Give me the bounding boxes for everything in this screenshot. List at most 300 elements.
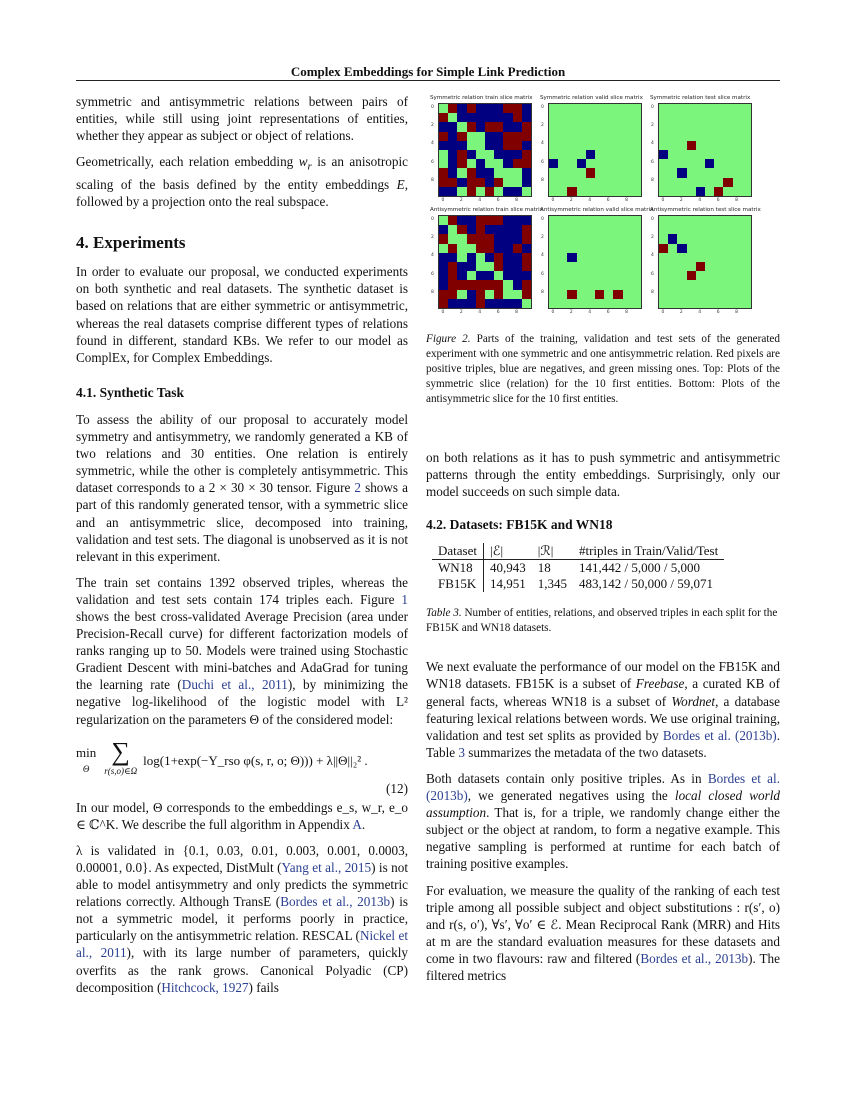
- heatmap-cell: [586, 234, 595, 243]
- text: To assess the ability of our proposal to accurately model symmetry and antisymmetry, we randomly generated a KB of two relations and 30 entities. One relation is entirely symmetric, while the other is completely antisymmetric. This dataset corresponds to a 2 × 30 × 30 tensor. Figure: [76, 411, 408, 496]
- heatmap-cell: [677, 141, 686, 150]
- heatmap-cell: [742, 244, 751, 253]
- heatmap-cell: [705, 122, 714, 131]
- heatmap-cell: [439, 122, 448, 131]
- heatmap-cell: [659, 178, 668, 187]
- heatmap-cell: [604, 168, 613, 177]
- table-header-row: [432, 543, 724, 560]
- heatmap-cell: [714, 271, 723, 280]
- y-tick-label: 4: [651, 141, 654, 147]
- heatmap-cell: [494, 299, 503, 308]
- heatmap-cell: [696, 159, 705, 168]
- heatmap-cell: [696, 216, 705, 225]
- x-tick-label: 2: [679, 198, 683, 203]
- x-tick-label: 8: [515, 310, 518, 315]
- heatmap-cell: [705, 216, 714, 225]
- citation-link[interactable]: Nickel et al., 2011: [76, 928, 409, 961]
- heatmap-cell: [513, 178, 522, 187]
- eq-min: [76, 744, 96, 778]
- heatmap-cell: [687, 178, 696, 187]
- heatmap-cell: [604, 141, 613, 150]
- heatmap-cell: [513, 262, 522, 271]
- heatmap-cell: [549, 262, 558, 271]
- heatmap-cell: [677, 225, 686, 234]
- y-tick-label: 4: [431, 253, 434, 259]
- heatmap-cell: [687, 253, 696, 262]
- heatmap-cell: [595, 290, 604, 299]
- x-tick-label: 0: [661, 310, 665, 315]
- heatmap-cell: [457, 216, 466, 225]
- heatmap-cell: [613, 150, 622, 159]
- heatmap-cell: [522, 159, 531, 168]
- text: In our model, Θ corresponds to the embeddings e_s, w_r, e_o ∈ ℂ^K. We describe the full algorithm in Appendix: [76, 799, 408, 832]
- heatmap-cell: [567, 104, 576, 113]
- heatmap-cell: [742, 280, 751, 289]
- emphasis: Freebase: [635, 676, 685, 692]
- heatmap-cell: [558, 159, 567, 168]
- heatmap-cell: [705, 234, 714, 243]
- heatmap-cell: [549, 168, 558, 177]
- heatmap-cell: [723, 216, 732, 225]
- heatmap-cell: [659, 262, 668, 271]
- heatmap-cell: [577, 187, 586, 196]
- heatmap-cell: [522, 225, 531, 234]
- heatmap-cell: [696, 132, 705, 141]
- heatmap-cell: [677, 178, 686, 187]
- heatmap-cell: [613, 178, 622, 187]
- x-tick-label: 8: [735, 198, 738, 203]
- caption-label: Figure 2.: [426, 333, 471, 345]
- heatmap-cell: [696, 150, 705, 159]
- heatmap-cell: [549, 132, 558, 141]
- table-cell: 18: [537, 560, 551, 576]
- y-tick-label: 6: [431, 271, 434, 277]
- heatmap-cell: [485, 299, 494, 308]
- heatmap-cell: [457, 141, 466, 150]
- heatmap-cell: [476, 141, 485, 150]
- heatmap-cell: [586, 178, 595, 187]
- x-tick-label: 2: [569, 310, 573, 315]
- heatmap-cell: [577, 271, 586, 280]
- heatmap-cell: [668, 113, 677, 122]
- heatmap-cell: [733, 271, 742, 280]
- heatmap-cell: [604, 280, 613, 289]
- heatmap-cell: [632, 290, 641, 299]
- figure-ref-link[interactable]: 1: [401, 591, 408, 607]
- heatmap-cell: [467, 178, 476, 187]
- heatmap-cell: [503, 234, 512, 243]
- heatmap-cell: [742, 132, 751, 141]
- heatmap-cell: [476, 271, 485, 280]
- table-header: Dataset: [432, 543, 483, 560]
- heatmap-cell: [687, 262, 696, 271]
- heatmap-cell: [668, 159, 677, 168]
- heatmap-cell: [659, 253, 668, 262]
- heatmap-cell: [613, 216, 622, 225]
- heatmap-cell: [714, 122, 723, 131]
- heatmap-cell: [677, 159, 686, 168]
- heatmap-cell: [632, 253, 641, 262]
- citation-link[interactable]: Hitchcock, 1927: [161, 979, 249, 995]
- x-tick-label: 6: [496, 198, 500, 203]
- y-tick-label: 0: [431, 104, 434, 110]
- heatmap-cell: [613, 290, 622, 299]
- heatmap-cell: [705, 280, 714, 289]
- citation-link[interactable]: Bordes et al., 2013b: [640, 950, 749, 966]
- heatmap-cell: [595, 122, 604, 131]
- heatmap-cell: [567, 253, 576, 262]
- heatmap-cell: [687, 132, 696, 141]
- heatmap-cell: [604, 122, 613, 131]
- heatmap-cell: [677, 290, 686, 299]
- heatmap-cell: [439, 159, 448, 168]
- heatmap-cell: [723, 299, 732, 308]
- heatmap-cell: [476, 253, 485, 262]
- heatmap-cell: [467, 150, 476, 159]
- heatmap-cell: [714, 178, 723, 187]
- heatmap-cell: [613, 159, 622, 168]
- heatmap-cell: [439, 187, 448, 196]
- heatmap-cell: [723, 244, 732, 253]
- heatmap-cell: [503, 141, 512, 150]
- heatmap-cell: [467, 159, 476, 168]
- heatmap-cell: [623, 299, 632, 308]
- heatmap-cell: [742, 104, 751, 113]
- y-tick-label: 0: [541, 216, 544, 222]
- heatmap-cell: [659, 187, 668, 196]
- heatmap-cell: [586, 225, 595, 234]
- heatmap-cell: [586, 280, 595, 289]
- heatmap-cell: [742, 225, 751, 234]
- heatmap-cell: [494, 159, 503, 168]
- y-tick-label: 4: [541, 253, 544, 259]
- heatmap-cell: [567, 187, 576, 196]
- heatmap-cell: [476, 150, 485, 159]
- heatmap-cell: [439, 299, 448, 308]
- heatmap-cell: [448, 150, 457, 159]
- heatmap-cell: [696, 253, 705, 262]
- heatmap-cell: [577, 178, 586, 187]
- heatmap-cell: [687, 159, 696, 168]
- heatmap-cell: [677, 253, 686, 262]
- heatmap-cell: [659, 271, 668, 280]
- heatmap-cell: [668, 271, 677, 280]
- appendix-ref-link[interactable]: A: [352, 816, 362, 832]
- heatmap-cell: [733, 132, 742, 141]
- heatmap-cell: [668, 244, 677, 253]
- heatmap-cell: [522, 132, 531, 141]
- heatmap-cell: [513, 113, 522, 122]
- text: .: [361, 816, 366, 832]
- heatmap-cell: [595, 168, 604, 177]
- heatmap-cell: [558, 132, 567, 141]
- heatmap-cell: [503, 122, 512, 131]
- heatmap-cell: [522, 141, 531, 150]
- heatmap-cell: [668, 187, 677, 196]
- heatmap-cell: [485, 141, 494, 150]
- heatmap-cell: [494, 271, 503, 280]
- heatmap-cell: [448, 159, 457, 168]
- heatmap-cell: [577, 280, 586, 289]
- table-ref-link[interactable]: 3: [458, 744, 465, 760]
- heatmap-cell: [476, 299, 485, 308]
- x-tick-label: 8: [625, 198, 628, 203]
- heatmap-panel: [540, 207, 654, 315]
- figure-2: [430, 95, 770, 320]
- heatmap-cell: [623, 234, 632, 243]
- y-tick-label: 4: [651, 253, 654, 259]
- left-column: [76, 93, 408, 1005]
- y-tick-label: 8: [541, 178, 544, 184]
- heatmap-cell: [448, 234, 457, 243]
- heatmap-cell: [522, 113, 531, 122]
- heatmap-cell: [577, 122, 586, 131]
- heatmap-cell: [659, 122, 668, 131]
- text: ) is not able to model antisymmetry and only predicts the symmetric relations correctly. Although TransE (: [76, 860, 408, 910]
- heatmap-cell: [723, 122, 732, 131]
- heatmap-cell: [476, 113, 485, 122]
- heatmap-cell: [677, 150, 686, 159]
- heatmap-cell: [494, 262, 503, 271]
- heatmap-cell: [659, 225, 668, 234]
- heatmap-cell: [476, 132, 485, 141]
- heatmap-cell: [677, 216, 686, 225]
- math-var: E: [396, 177, 405, 193]
- heatmap-cell: [705, 159, 714, 168]
- heatmap-cell: [494, 104, 503, 113]
- heatmap-cell: [503, 271, 512, 280]
- heatmap-axes: [431, 103, 538, 203]
- x-tick-label: 6: [606, 310, 610, 315]
- heatmap-cell: [595, 113, 604, 122]
- citation-link[interactable]: Bordes et al. (2013b): [426, 770, 780, 804]
- table-cell: 141,442 / 5,000 / 5,000: [578, 560, 700, 576]
- caption-text: Number of entities, relations, and observed triples in each split for the FB15K and WN18 datasets.: [426, 607, 778, 635]
- paragraph: [426, 882, 780, 985]
- y-tick-label: 2: [541, 122, 544, 128]
- heatmap-cell: [632, 271, 641, 280]
- heatmap-cell: [567, 299, 576, 308]
- figure-ref-link[interactable]: 2: [354, 480, 361, 496]
- heatmap-cell: [714, 216, 723, 225]
- text: . That is, for a triple, we randomly change either the subject or the object at random, to form a negative example. This negative sampling is performed at runtime for each batch of training positive examples.: [426, 805, 780, 872]
- heatmap-cell: [467, 262, 476, 271]
- heatmap-cell: [494, 225, 503, 234]
- heatmap-cell: [522, 122, 531, 131]
- heatmap-cell: [687, 280, 696, 289]
- heatmap-cell: [577, 113, 586, 122]
- heatmap-grid: [548, 103, 642, 197]
- heatmap-cell: [714, 262, 723, 271]
- math-sub: r: [307, 160, 312, 173]
- heatmap-cell: [467, 253, 476, 262]
- heatmap-cell: [567, 122, 576, 131]
- heatmap-cell: [595, 132, 604, 141]
- heatmap-cell: [558, 262, 567, 271]
- heatmap-cell: [742, 262, 751, 271]
- equation-number: (12): [386, 780, 408, 796]
- heatmap-cell: [513, 299, 522, 308]
- heatmap-cell: [595, 187, 604, 196]
- heatmap-cell: [494, 178, 503, 187]
- heatmap-cell: [723, 132, 732, 141]
- citation-link[interactable]: Yang et al., 2015: [281, 860, 372, 876]
- heatmap-title: Antisymmetric relation valid slice matrix: [540, 207, 654, 213]
- heatmap-cell: [623, 216, 632, 225]
- text: shows a part of this randomly generated tensor, with a symmetric slice and an antisymmetric slice, decomposed into training, validation and test sets. The diagonal is unobserved as it is not relevant in this experiment.: [76, 480, 408, 564]
- heatmap-cell: [586, 150, 595, 159]
- table-row: [432, 576, 724, 592]
- heatmap-cell: [586, 104, 595, 113]
- heatmap-cell: [696, 113, 705, 122]
- heatmap-cell: [733, 280, 742, 289]
- heatmap-grid: [438, 103, 532, 197]
- heatmap-cell: [742, 159, 751, 168]
- heatmap-cell: [513, 150, 522, 159]
- heatmap-cell: [677, 244, 686, 253]
- heatmap-cell: [595, 234, 604, 243]
- heatmap-cell: [513, 141, 522, 150]
- citation-link[interactable]: Bordes et al., 2013b: [280, 894, 391, 910]
- heatmap-cell: [522, 104, 531, 113]
- heatmap-cell: [549, 234, 558, 243]
- heatmap-cell: [705, 253, 714, 262]
- heatmap-cell: [687, 225, 696, 234]
- heatmap-cell: [494, 216, 503, 225]
- table-caption: [426, 606, 780, 636]
- heatmap-cell: [586, 299, 595, 308]
- heatmap-cell: [733, 225, 742, 234]
- citation-link[interactable]: Duchi et al., 2011: [181, 677, 288, 693]
- heatmap-cell: [742, 178, 751, 187]
- heatmap-cell: [467, 234, 476, 243]
- heatmap-panel: [430, 95, 538, 203]
- citation-link[interactable]: Bordes et al. (2013b): [662, 727, 777, 743]
- x-tick-label: 0: [661, 198, 665, 203]
- heatmap-cell: [604, 132, 613, 141]
- heatmap-cell: [457, 225, 466, 234]
- heatmap-cell: [457, 150, 466, 159]
- heatmap-cell: [705, 271, 714, 280]
- heatmap-cell: [467, 132, 476, 141]
- heatmap-cell: [604, 178, 613, 187]
- x-tick-label: 4: [588, 310, 592, 315]
- heatmap-cell: [668, 290, 677, 299]
- heatmap-cell: [659, 168, 668, 177]
- paragraph: [76, 574, 408, 728]
- paragraph: [76, 411, 408, 565]
- heatmap-cell: [613, 253, 622, 262]
- heatmap-cell: [476, 216, 485, 225]
- heatmap-cell: [733, 299, 742, 308]
- heatmap-cell: [549, 280, 558, 289]
- heatmap-title: Symmetric relation valid slice matrix: [540, 95, 643, 101]
- paragraph: symmetric and antisymmetric relations between pairs of entities, while still using joint representations of entities, whether they appear as subject or object of relations.: [76, 94, 408, 144]
- heatmap-cell: [705, 168, 714, 177]
- heatmap-panel: [430, 207, 544, 315]
- heatmap-cell: [659, 132, 668, 141]
- paragraph: on both relations as it has to push symmetric and antisymmetric patterns through the entity embeddings. Surprisingly, only our model succeeds on such simple data.: [426, 450, 780, 500]
- heatmap-cell: [714, 113, 723, 122]
- equation: [76, 737, 408, 780]
- right-column: [426, 449, 780, 993]
- heatmap-cell: [467, 104, 476, 113]
- heatmap-cell: [632, 262, 641, 271]
- heatmap-cell: [586, 132, 595, 141]
- y-tick-label: 8: [651, 290, 654, 296]
- heatmap-cell: [696, 178, 705, 187]
- heatmap-cell: [668, 104, 677, 113]
- heatmap-cell: [476, 168, 485, 177]
- figure-caption: [426, 332, 780, 407]
- heatmap-cell: [485, 234, 494, 243]
- heatmap-cell: [577, 299, 586, 308]
- heatmap-cell: [503, 299, 512, 308]
- heatmap-cell: [467, 122, 476, 131]
- heatmap-cell: [714, 150, 723, 159]
- heatmap-cell: [668, 150, 677, 159]
- heatmap-cell: [705, 113, 714, 122]
- heatmap-cell: [733, 216, 742, 225]
- heatmap-cell: [485, 168, 494, 177]
- heatmap-cell: [457, 168, 466, 177]
- heatmap-cell: [457, 234, 466, 243]
- x-tick-label: 0: [441, 310, 445, 315]
- heatmap-cell: [457, 178, 466, 187]
- paragraph: [76, 153, 408, 210]
- heatmap-cell: [623, 168, 632, 177]
- heatmap-cell: [476, 280, 485, 289]
- heatmap-cell: [733, 150, 742, 159]
- heatmap-cell: [467, 141, 476, 150]
- heatmap-cell: [604, 150, 613, 159]
- heatmap-cell: [696, 225, 705, 234]
- heatmap-cell: [558, 290, 567, 299]
- heatmap-cell: [613, 262, 622, 271]
- heatmap-cell: [723, 159, 732, 168]
- heatmap-cell: [705, 225, 714, 234]
- heatmap-cell: [522, 290, 531, 299]
- heatmap-cell: [595, 225, 604, 234]
- heatmap-cell: [714, 299, 723, 308]
- y-tick-label: 8: [431, 178, 434, 184]
- heatmap-axes: [651, 103, 758, 203]
- heatmap-cell: [476, 159, 485, 168]
- y-tick-label: 0: [431, 216, 434, 222]
- heatmap-cell: [632, 122, 641, 131]
- y-tick-label: 8: [651, 178, 654, 184]
- heatmap-cell: [567, 234, 576, 243]
- heatmap-cell: [659, 234, 668, 243]
- eq-sum-sub: r(s,o)∈Ω: [104, 766, 138, 777]
- heatmap-cell: [467, 225, 476, 234]
- heatmap-cell: [714, 141, 723, 150]
- heatmap-cell: [494, 168, 503, 177]
- eq-min-op: min: [76, 744, 97, 760]
- heatmap-cell: [558, 225, 567, 234]
- heatmap-cell: [659, 150, 668, 159]
- heatmap-cell: [549, 271, 558, 280]
- heatmap-cell: [595, 271, 604, 280]
- heatmap-cell: [448, 290, 457, 299]
- heatmap-cell: [623, 113, 632, 122]
- heatmap-cell: [613, 104, 622, 113]
- heatmap-cell: [723, 271, 732, 280]
- x-tick-label: 0: [441, 198, 445, 203]
- heatmap-cell: [604, 104, 613, 113]
- y-tick-label: 0: [541, 104, 544, 110]
- heatmap-cell: [714, 168, 723, 177]
